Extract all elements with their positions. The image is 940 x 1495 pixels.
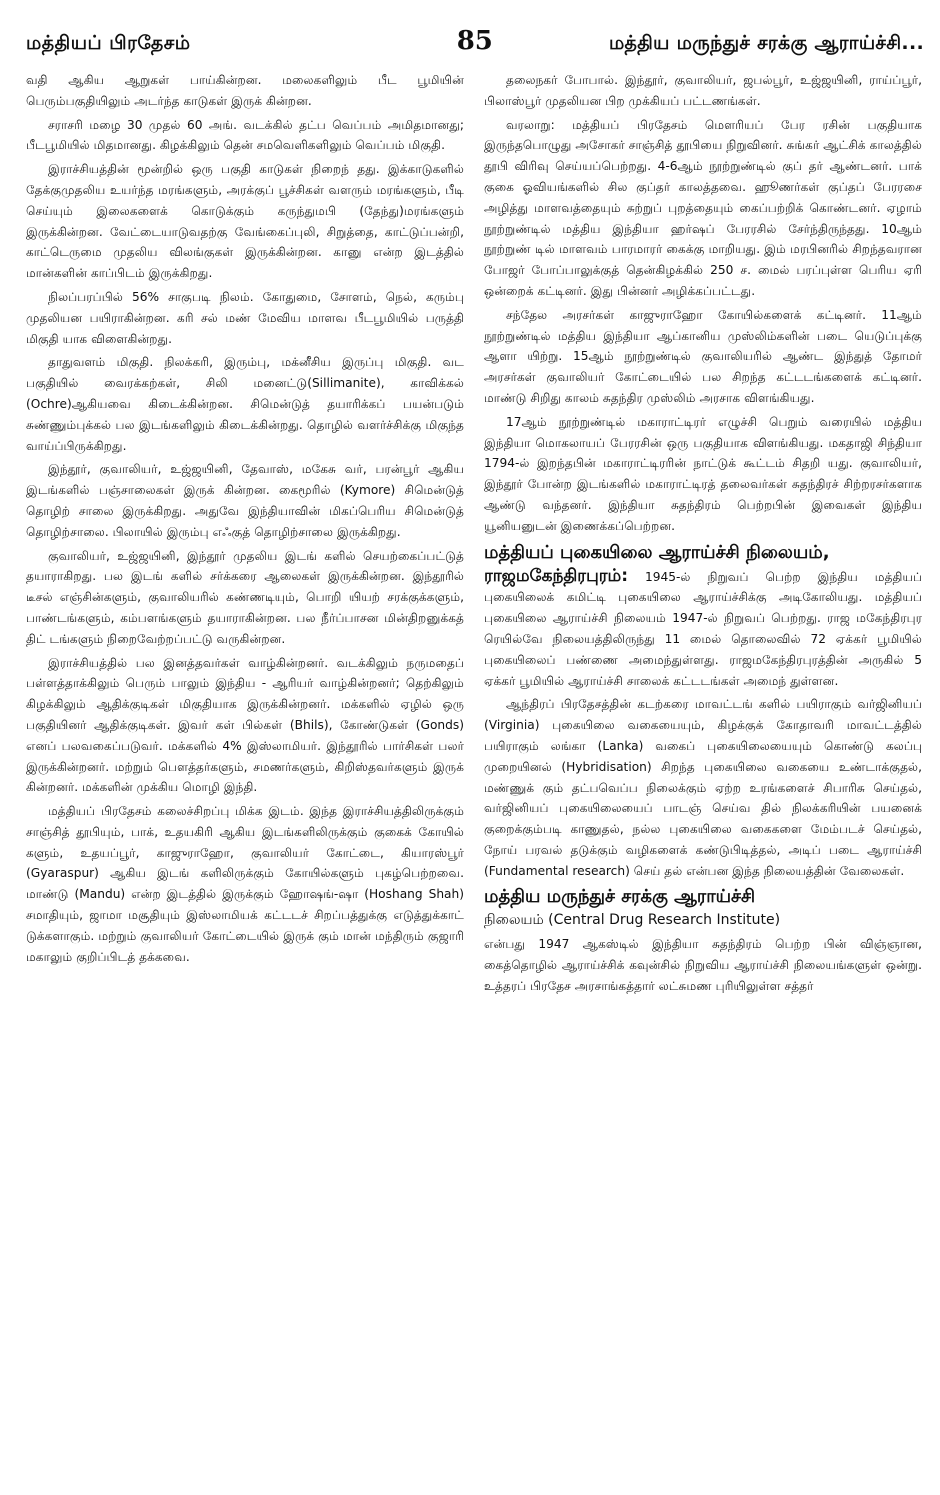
entry-heading-tobacco-place: ராஜமகேந்திரபுரம்: (484, 565, 628, 586)
running-title-right: மத்திய மருந்துச் சரக்கு ஆராய்ச்சி... (608, 32, 924, 54)
paragraph: இராச்சியத்தின் மூன்றில் ஒரு பகுதி காடுகள் நிறைந் தது. இக்காடுகளில் தேக்குமுதலிய உயர்ந்த மரங்களும், அரக்குப் பூச்சிகள் வளரும் மரங்களும், பீடி செய்யும் இலைகளைக் கொடுக்கும் கருந்துமபி (தேந்து)மரங்களும் இருக்கின்றன. வேட்டையாடுவதற்கு வேங்கைப்புலி, சிறுத்தை, காட்டுப்பன்றி, காட்டெருமை முதலிய விலங்குகள் இருக்கின்றன. கானு என்ற இடத்தில் மான்களின் காப்பிடம் இருக்கிறது. (26, 162, 464, 281)
entry-heading-drug: மத்திய மருந்துச் சரக்கு ஆராய்ச்சி (484, 886, 756, 908)
paragraph-text: 1945-ல் நிறுவப் பெற்ற இந்திய மத்தியப் புகையிலைக் கமிட்டி புகையிலை ஆராய்ச்சிக்கு அடிகோலியது. மத்தியப் புகையிலை ஆராய்ச்சி நிலையம் 1947-ல் நிறுவப் பெற்றது. ராஜ மகேந்திரபுர ரெயில்வே நிலையத்திலிருந்து 11 மைல் தொலைவில் 72 ஏக்கர் பூமியில் புகையிலைப் பண்ணை அமைந்துள்ளது. ராஜமகேந்திரபுரத்தின் அருகில் 5 ஏக்கர் பூமியில் ஆராய்ச்சி சாலைக் கட்டடங்கள் அமைந் துள்ளன. (484, 569, 923, 688)
paragraph: நிலையம் (Central Drug Research Institute) (484, 912, 781, 929)
page-header (26, 26, 924, 70)
paragraph: வதி ஆகிய ஆறுகள் பாய்கின்றன. மலைகளிலும் பீட பூமியின் பெரும்பகுதியிலும் அடர்ந்த காடுகள் இருக் கின்றன. (26, 73, 464, 108)
page-number: 85 (456, 26, 493, 56)
paragraph: சந்தேல அரசர்கள் காஜுராஹோ கோயில்களைக் கட்டினர். 11ஆம் நூற்றுண்டில் மத்திய இந்தியா ஆப்கானிய முஸ்லிம்களின் படை யெடுப்புக்கு ஆளா யிற்று. 15ஆம் நூற்றுண்டில் குவாலியரில் ஆண்ட இந்துத் தோமர் அரசர்கள் குவாலியர் கோட்டையில் பல சிறந்த கட்டடங்களைக் கட்டினர். மாண்டு சிறிது காலம் சுதந்திர முஸ்லிம் அரசாக விளங்கியது. (484, 307, 922, 405)
entry-heading-tobacco: மத்தியப் புகையிலை ஆராய்ச்சி நிலையம், (484, 541, 830, 563)
paragraph: சராசரி மழை 30 முதல் 60 அங். வடக்கில் தட்ப வெப்பம் அமிதமானது; பீடபூமியில் மிதமானது. கிழக்கிலும் தென் சமவெளிகளிலும் வெப்பம் மிகுதி. (26, 117, 464, 153)
left-column (26, 70, 464, 1000)
paragraph: என்பது 1947 ஆகஸ்டில் இந்தியா சுதந்திரம் பெற்ற பின் விஞ்ஞான, கைத்தொழில் ஆராய்ச்சிக் கவுன்சில் நிறுவிய ஆராய்ச்சி நிலையங்களுள் ஒன்று. உத்தரப் பிரதேச அரசாங்கத்தார் லட்சுமண புரியிலுள்ள சத்தர் (484, 937, 922, 993)
paragraph: மத்தியப் பிரதேசம் கலைச்சிறப்பு மிக்க இடம். இந்த இராச்சியத்திலிருக்கும் சாஞ்சித் தூபியும், பாக், உதயகிரி ஆகிய இடங்களிலிருக்கும் குகைக் கோயில் களும், உதயப்பூர், காஜுராஹோ, குவாலியர் கோட்டை, கியாரஸ்பூர் (Gyaraspur) ஆகிய இடங் களிலிருக்கும் கோயில்களும் புகழ்பெற்றவை. மாண்டு (Mandu) என்ற இடத்தில் இருக்கும் ஹோஷங்-ஷா (Hoshang Shah) சமாதியும், ஜாமா மசூதியும் இஸ்லாமியக் கட்டடச் சிறப்பத்துக்கு எடுத்துக்காட் டுக்களாகும். மற்றும் குவாலியர் கோட்டையில் இருக் கும் மான் மந்திரும் குஜாரி மகாலும் குறிப்பிடத் தக்கவை. (26, 804, 464, 964)
running-title-left: மத்தியப் பிரதேசம் (26, 32, 191, 54)
paragraph: தலைநகர் போபால். இந்தூர், குவாலியர், ஜபல்பூர், உஜ்ஜயினி, ராய்ப்பூர், பிலாஸ்பூர் முதலியன பிற முக்கியப் பட்டணங்கள். (484, 73, 922, 108)
paragraph: குவாலியர், உஜ்ஜயினி, இந்தூர் முதலிய இடங் களில் செயற்கைப்பட்டுத் தயாராகிறது. பல இடங் களில் சர்க்கரை ஆலைகள் இருக்கின்றன. இந்தூரில் டீசல் எஞ்சின்களும், குவாலியரில் கண்ணடியும், பொறி யியற் சரக்குக்களும், பாண்டங்களும், கம்பளங்களும் தயாராகின்றன. பல நீர்ப்பாசன மின்திறனுக்கத் திட் டங்களும் நிறைவேற்றப்பட்டு வருகின்றன. (26, 548, 464, 646)
paragraph: தாதுவளம் மிகுதி. நிலக்கரி, இரும்பு, மக்னீசிய இருப்பு மிகுதி. வட பகுதியில் வைரக்கற்கள், சிலி மனைட்டு(Sillimanite), காவிக்கல் (Ochre)ஆகியவை கிடைக்கின்றன. சிமென்டுத் தயாரிக்கப் பயன்படும் சுண்ணும்புக்கல் பல இடங்களிலும் கிடைக்கின்றது. தொழில் வளர்ச்சிக்கு மிகுந்த வாய்ப்பிருக்கிறது. (26, 355, 464, 453)
paragraph: இந்தூர், குவாலியர், உஜ்ஜயினி, தேவாஸ், மகேசு வர், பரன்பூர் ஆகிய இடங்களில் பஞ்சாலைகள் இருக் கின்றன. கைமூரில் (Kymore) சிமென்டுத் தொழிற் சாலை இருக்கிறது. அதுவே இந்தியாவின் மிகப்பெரிய சிமென்டுத் தொழிற்சாலை. பிலாயில் இரும்பு எஃகுத் தொழிற்சாலை இருக்கிறது. (26, 462, 464, 539)
paragraph: நிலப்பரப்பில் 56% சாகுபடி நிலம். கோதுமை, சோளம், நெல், கரும்பு முதலியன பயிராகின்றன. கரி சல் மண் மேவிய மாளவ பீடபூமியில் பருத்தி மிகுதி யாக விளைகின்றது. (26, 289, 464, 346)
paragraph (484, 566, 922, 692)
paragraph: வரலாறு: மத்தியப் பிரதேசம் மௌரியப் பேர ரசின் பகுதியாக இருந்தபொழுது அசோகர் சாஞ்சித் தூபியை நிறுவினர். சுங்கர் ஆட்சிக் காலத்தில் தூபி விரிவு செய்யப்பெற்றது. 4-6ஆம் நூற்றுண்டில் குப் தர் ஆண்டனர். பாக் குகை ஓவியங்களில் சில குப்தர் காலத்தவை. ஹூணர்கள் குப்தப் பேரரசை அழித்து மாளவத்தையும் சுற்றுப் புறத்தையும் கைப்பற்றிக் கொண்டனர். ஏழாம் நூற்றுண்டில் மத்திய இந்தியா ஹர்ஷப் பேரரசில் சேர்ந்திருந்தது. 10ஆம் நூற்றுண் டில் மாளவம் பாரமாரர் கைக்கு மாறியது. இம் மரபினரில் சிறந்தவரான போஜர் போப்பாலுக்குத் தென்கிழக்கில் 250 ச. மைல் பரப்புள்ள பெரிய ஏரி ஒன்றைக் கட்டினர். இது பின்னர் அழிக்கப்பட்டது. (484, 117, 922, 298)
paragraph: 17ஆம் நூற்றுண்டில் மகாராட்டிரர் எழுச்சி பெறும் வரையில் மத்திய இந்தியா மொகலாயப் பேரரசின் ஒரு பகுதியாக விளங்கியது. மகதாஜி சிந்தியா 1794-ல் இறந்தபின் மகாராட்டிரரின் நாட்டுக் கூட்டம் சிதறி யது. குவாலியர், இந்தூர் போன்ற இடங்களில் மகாராட்டிரத் தலைவர்கள் சுதந்திரச் சிற்றரசர்களாக ஆண்டு வந்தனர். இந்தியா சுதந்திரம் பெற்றபின் இவைகள் இந்திய யூனியனுடன் இணைக்கப்பெற்றன. (484, 414, 922, 533)
paragraph: ஆந்திரப் பிரதேசத்தின் கடற்கரை மாவட்டங் களில் பயிராகும் வர்ஜினியப் (Virginia) புகையிலை வகையையும், கிழக்குக் கோதாவரி மாவட்டத்தில் பயிராகும் லங்கா (Lanka) வகைப் புகையிலையையும் கொண்டு கலப்பு முறையினல் (Hybridisation) சிறந்த புகையிலை வகையை உண்டாக்குதல், மண்ணுக் கும் தட்பவெப்ப நிலைக்கும் ஏற்ற உரங்களைச் சிபாரிசு செய்தல், வர்ஜினியப் புகையிலையைப் பாடஞ் செய்வ தில் நிலக்கரியின் பயனைக் குறைக்கும்படி காணுதல், நல்ல புகையிலை வகைகளை மேம்படச் செய்தல், நோய் பரவல் தடுக்கும் வழிகளைக் கண்டுபிடித்தல், அடிப் படை ஆராய்ச்சி (Fundamental research) செய் தல் என்பன இந்த நிலையத்தின் வேலைகள். (484, 697, 922, 878)
right-column (484, 70, 922, 1000)
two-column-body (26, 70, 924, 1000)
paragraph: இராச்சியத்தில் பல இனத்தவர்கள் வாழ்கின்றனர். வடக்கிலும் நருமதைப் பள்ளத்தாக்கிலும் பெரும் பாலும் இந்திய - ஆரியர் வாழ்கின்றனர்; தெற்கிலும் கிழக்கிலும் ஆதிக்குடிகள் மிகுதியாக இருக்கின்றனர். மக்களில் ஏழில் ஒரு பகுதியினர் ஆதிக்குடிகள். இவர் கள் பில்கள் (Bhils), கோண்டுகள் (Gonds) எனப் பலவகைப்படுவர். மக்களில் 4% இஸ்லாமியர். இந்தூரில் பார்சிகள் பலர் இருக்கின்றனர். மற்றும் பௌத்தர்களும், சமணர்களும், கிறிஸ்தவர்களும் இருக் கின்றனர். மக்களின் முக்கிய மொழி இந்தி. (26, 655, 464, 795)
